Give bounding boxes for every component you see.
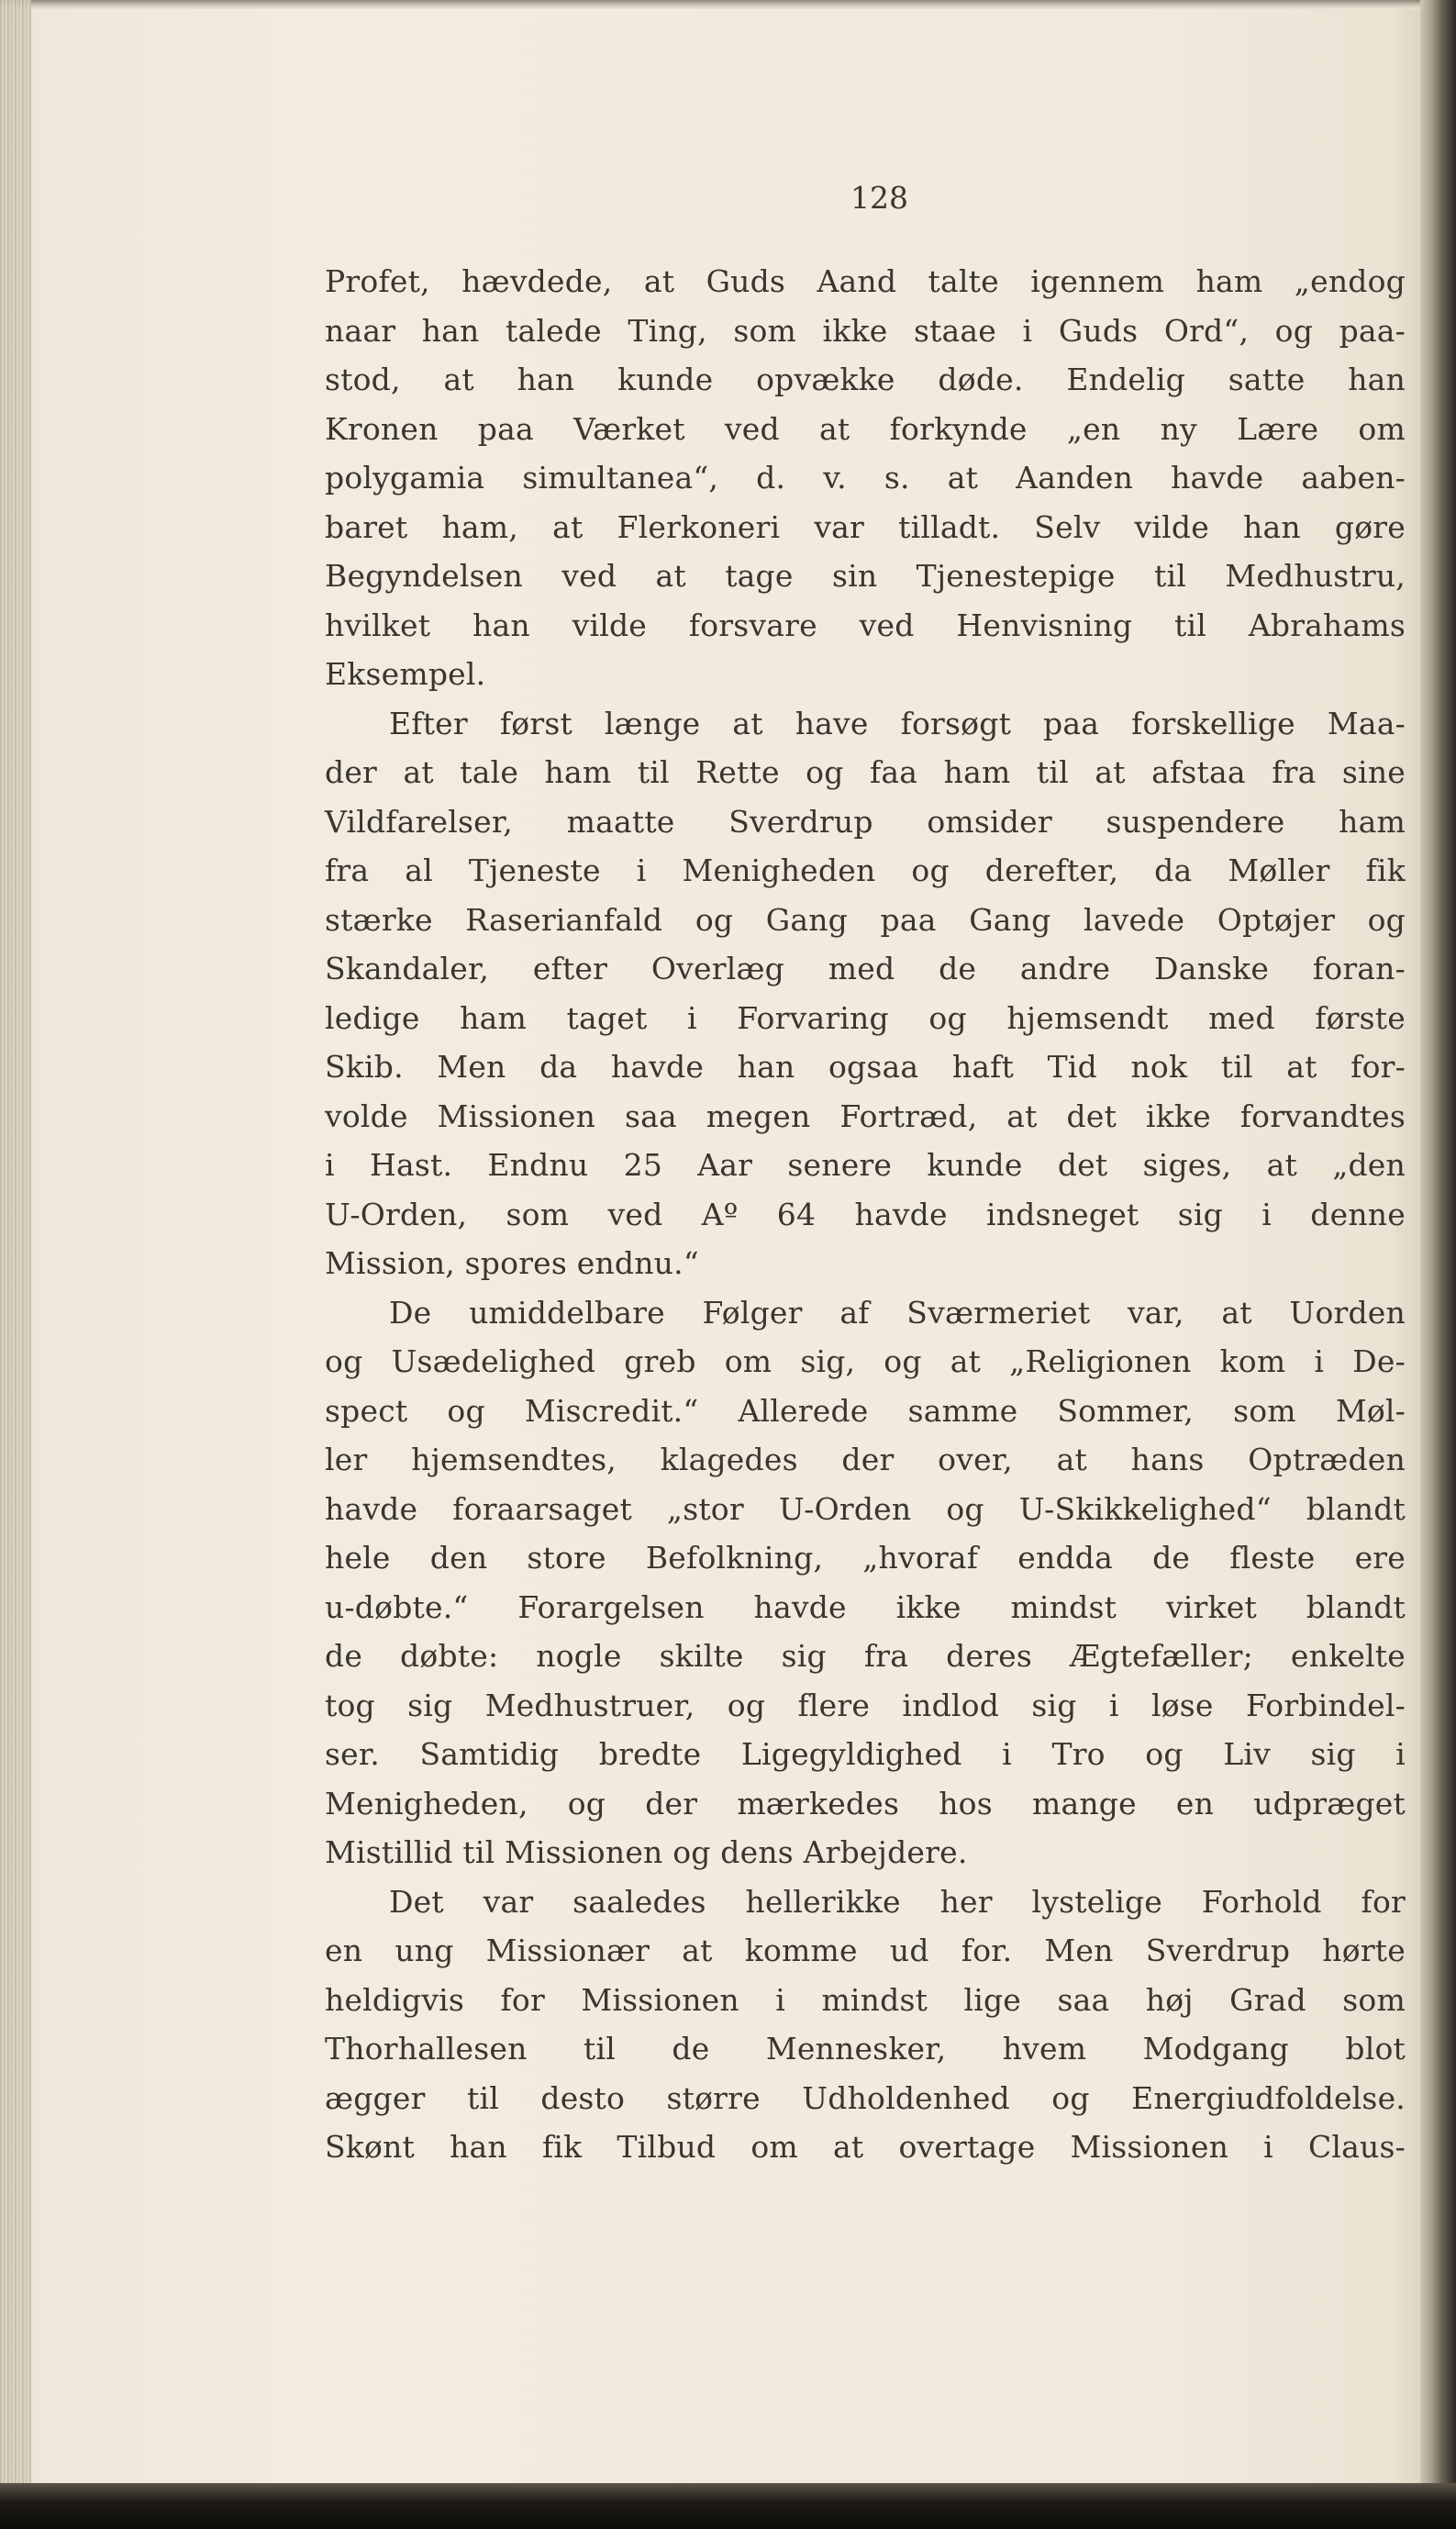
text-line: spect og Miscredit.“ Allerede samme Sommer, som Møl- [325,1392,1406,1429]
text-line: Thorhallesen til de Mennesker, hvem Modgang blot [325,2031,1406,2067]
text-line: Vildfarelser, maatte Sverdrup omsider suspendere ham [325,803,1406,840]
page-top-edge [0,0,1433,9]
text-line: Mission, spores endnu.“ [325,1245,699,1281]
text-line: havde foraarsaget „stor U-Orden og U-Skikkelighed“ blandt [325,1490,1406,1527]
text-line: de døbte: nogle skilte sig fra deres Ægtefæller; enkelte [325,1638,1406,1674]
text-line: heldigvis for Missionen i mindst lige saa høj Grad som [325,1981,1406,2018]
text-line: i Hast. Endnu 25 Aar senere kunde det siges, at „den [325,1147,1406,1183]
text-line: stod, at han kunde opvække døde. Endelig satte han [325,362,1406,397]
text-line: baret ham, at Flerkoneri var tilladt. Selv vilde han gøre [325,508,1406,545]
paragraph [325,257,1406,699]
page-bottom-edge [0,2483,1456,2529]
text-line: Eksempel. [325,656,486,692]
text-line: volde Missionen saa megen Fortræd, at det ikke forvandtes [325,1097,1406,1134]
text-line: De umiddelbare Følger af Sværmeriet var, at Uorden [389,1294,1406,1331]
text-line: Skandaler, efter Overlæg med de andre Danske foran- [325,951,1406,986]
text-line: og Usædelighed greb om sig, og at „Religionen kom i De- [325,1343,1406,1379]
text-line: Kronen paa Værket ved at forkynde „en ny Lære om [325,410,1406,447]
text-line: polygamia simultanea“, d. v. s. at Aanden havde aaben- [325,460,1406,496]
text-line: ledige ham taget i Forvaring og hjemsendt med første [325,999,1406,1036]
text-line: hele den store Befolkning, „hvoraf endda de fleste ere [325,1540,1406,1576]
text-line: ægger til desto større Udholdenhed og Energiudfoldelse. [325,2079,1406,2116]
text-line: Efter først længe at have forsøgt paa forskellige Maa- [389,705,1406,741]
text-line: Skønt han fik Tilbud om at overtage Missionen i Claus- [325,2129,1406,2165]
body-text [325,257,1406,2172]
text-line: stærke Raserianfald og Gang paa Gang lavede Optøjer og [325,901,1406,938]
text-line: fra al Tjeneste i Menigheden og derefter, da Møller fik [325,852,1406,888]
text-line: tog sig Medhustruer, og flere indlod sig i løse Forbindel- [325,1687,1406,1723]
text-line: Det var saaledes hellerikke her lystelige Forhold for [389,1883,1406,1920]
text-line: u-døbte.“ Forargelsen havde ikke mindst virket blandt [325,1588,1406,1625]
paragraph [325,1288,1406,1877]
book-binding-gutter [0,0,31,2494]
text-line: ler hjemsendtes, klagedes der over, at hans Optræden [325,1442,1406,1477]
paragraph [325,1877,1406,2172]
page-number: 128 [850,180,908,216]
text-line: U-Orden, som ved Aº 64 havde indsneget sig i denne [325,1196,1406,1232]
text-line: hvilket han vilde forsvare ved Henvisning til Abrahams [325,607,1406,643]
text-line: Profet, hævdede, at Guds Aand talte igennem ham „endog [325,263,1406,299]
text-line: en ung Missionær at komme ud for. Men Sverdrup hørte [325,1933,1406,1968]
paragraph [325,699,1406,1288]
text-line: Begyndelsen ved at tage sin Tjenestepige til Medhustru, [325,558,1406,594]
text-line: der at tale ham til Rette og faa ham til at afstaa fra sine [325,754,1406,790]
text-line: Skib. Men da havde han ogsaa haft Tid nok til at for- [325,1049,1406,1085]
page-right-edge [1420,0,1456,2529]
text-line: ser. Samtidig bredte Ligegyldighed i Tro og Liv sig i [325,1736,1406,1772]
text-line: naar han talede Ting, som ikke staae i Guds Ord“, og paa- [325,312,1406,349]
text-line: Menigheden, og der mærkedes hos mange en udpræget [325,1785,1406,1822]
text-line: Mistillid til Missionen og dens Arbejdere. [325,1834,968,1870]
